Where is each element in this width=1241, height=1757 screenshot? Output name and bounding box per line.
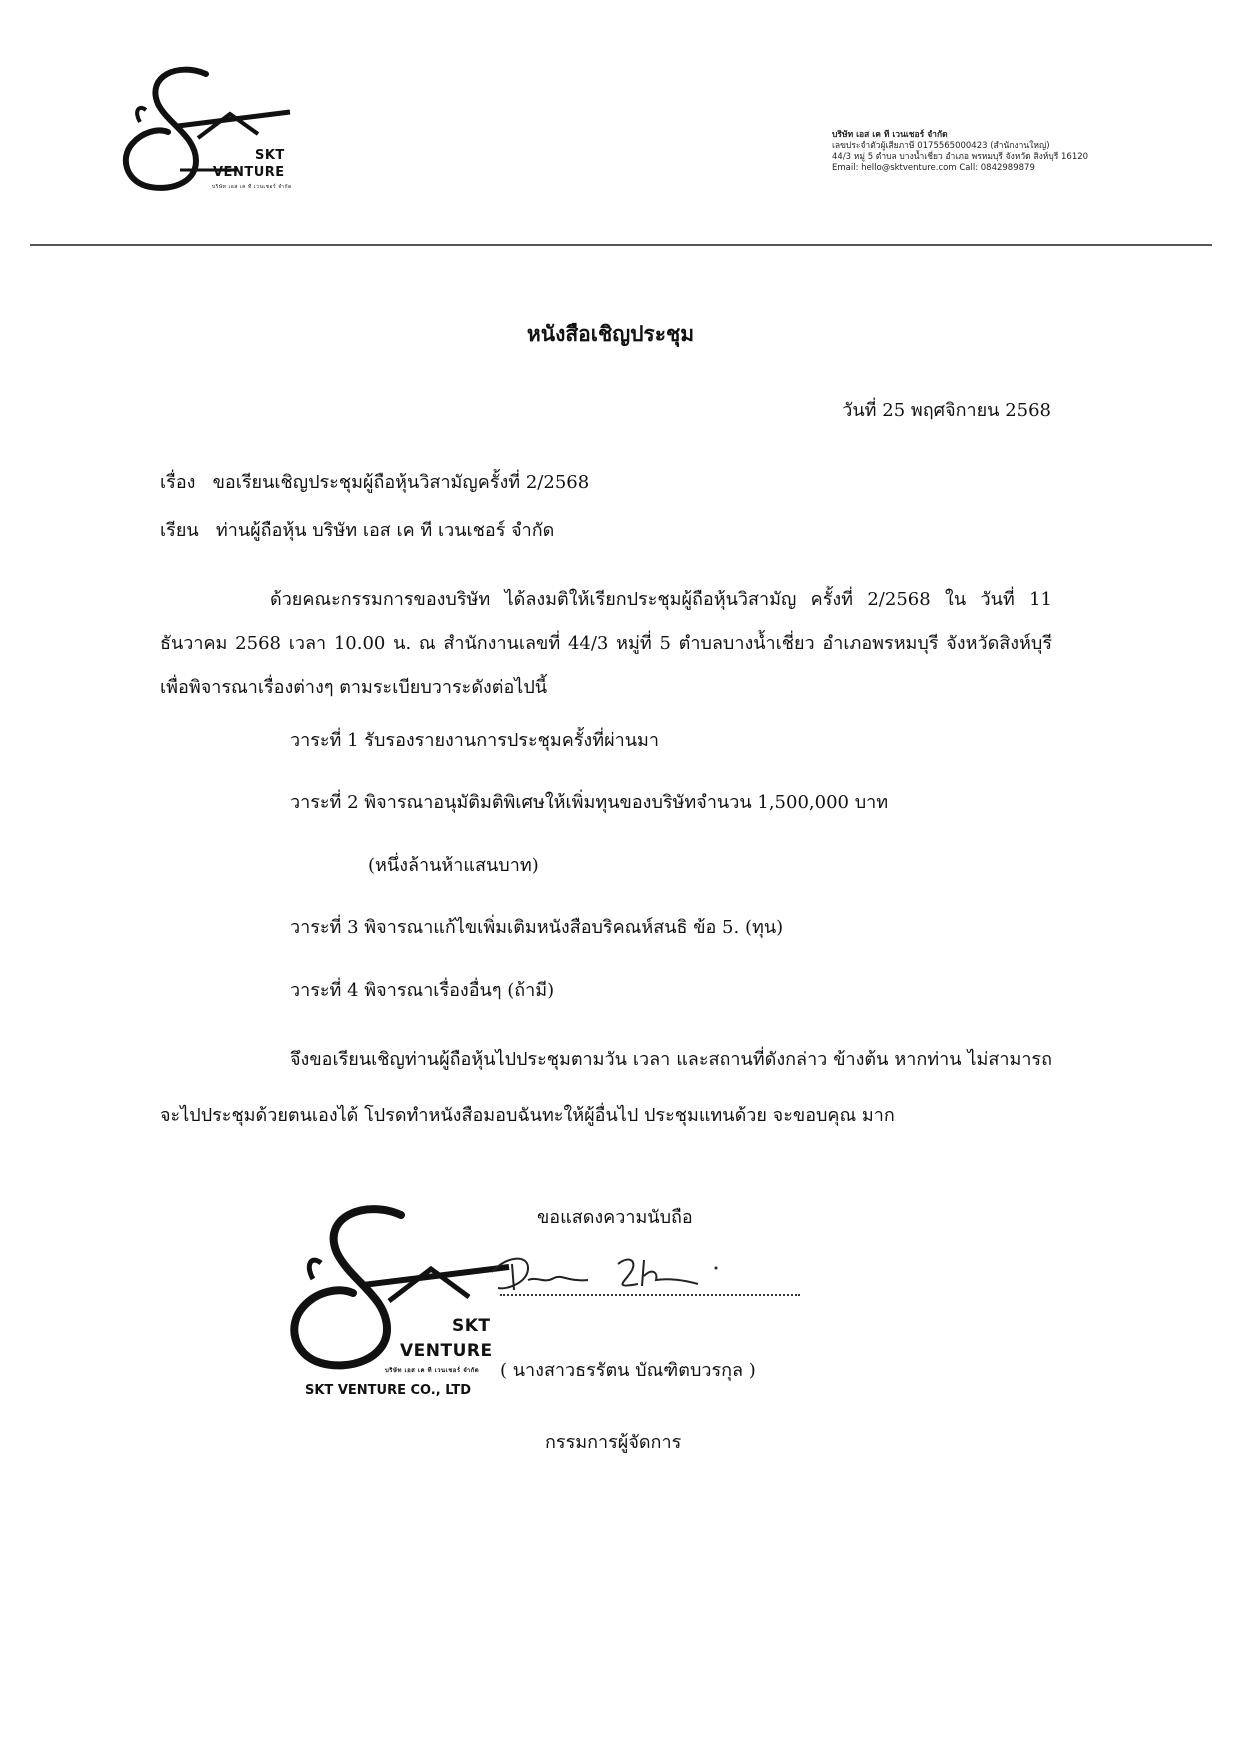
logo-name-line1: SKT [255, 148, 285, 163]
signatory-position: กรรมการผู้จัดการ [545, 1432, 682, 1453]
stamp-caption: SKT VENTURE CO., LTD [305, 1383, 471, 1398]
company-tax-id: เลขประจำตัวผู้เสียภาษี 0175565000423 (สำนักงานใหญ่) [832, 141, 1050, 151]
agenda-item-1: วาระที่ 1 รับรองรายงานการประชุมครั้งที่ผ่านมา [290, 730, 660, 751]
signatory-name: ( นางสาวธรรัตน บัณฑิตบวรกุล ) [500, 1360, 756, 1381]
subject-text: ขอเรียนเชิญประชุมผู้ถือหุ้นวิสามัญครั้งที่ 2/2568 [212, 472, 590, 493]
closing-text: ขอแสดงความนับถือ [537, 1207, 693, 1228]
conclusion-paragraph: จึงขอเรียนเชิญท่านผู้ถือหุ้นไปประชุมตามวัน เวลา และสถานที่ดังกล่าว ข้างต้น หากท่าน ไม่สามารถจะไปประชุมด้วยตนเองได้ โปรดทำหนังสือมอบฉันทะให้ผู้อื่นไป ประชุมแทนด้วย จะขอบคุณ มาก [160, 1049, 1052, 1126]
to-line [160, 515, 554, 544]
agenda-item-3: วาระที่ 3 พิจารณาแก้ไขเพิ่มเติมหนังสือบริคณห์สนธิ ข้อ 5. (ทุน) [290, 917, 784, 938]
handwritten-signature-icon [488, 1250, 728, 1300]
logo-name-line2: VENTURE [213, 165, 285, 180]
logo-tagline: บริษัท เอส เค ที เวนเชอร์ จำกัด [212, 184, 292, 190]
to-label: เรียน [160, 520, 199, 541]
company-name: บริษัท เอส เค ที เวนเชอร์ จำกัด [832, 130, 948, 140]
stamp-tagline: บริษัท เอส เค ที เวนเชอร์ จำกัด [385, 1367, 480, 1374]
agenda-item-4: วาระที่ 4 พิจารณาเรื่องอื่นๆ (ถ้ามี) [290, 980, 555, 1001]
subject-line [160, 467, 589, 496]
company-address: 44/3 หมู่ 5 ตำบล บางน้ำเชี่ยว อำเภอ พรหมบุรี จังหวัด สิงห์บุรี 16120 [832, 152, 1089, 162]
stamp-name-line2: VENTURE [400, 1341, 493, 1361]
to-text: ท่านผู้ถือหุ้น บริษัท เอส เค ที เวนเชอร์ จำกัด [215, 520, 555, 541]
stamp-name-line1: SKT [452, 1316, 491, 1336]
company-info [832, 130, 1172, 174]
intro-paragraph: ด้วยคณะกรรมการของบริษัท ได้ลงมติให้เรียกประชุมผู้ถือหุ้นวิสามัญ ครั้งที่ 2/2568 ใน วันที่ 11 ธันวาคม 2568 เวลา 10.00 น. ณ สำนักงานเลขที่ 44/3 หมู่ที่ 5 ตำบลบางน้ำเชี่ยว อำเภอพรหมบุรี จังหวัดสิงห์บุรี เพื่อพิจารณาเรื่องต่างๆ ตามระเบียบวาระดังต่อไปนี้ [160, 589, 1052, 698]
letter-date: วันที่ 25 พฤศจิกายน 2568 [842, 400, 1051, 421]
agenda-item-2-amount-words: (หนึ่งล้านห้าแสนบาท) [368, 855, 539, 876]
header-divider [30, 244, 1212, 246]
agenda-item-2: วาระที่ 2 พิจารณาอนุมัติมติพิเศษให้เพิ่มทุนของบริษัทจำนวน 1,500,000 บาท [290, 792, 889, 813]
company-contact: Email: hello@sktventure.com Call: 0842989879 [832, 163, 1035, 173]
signature-line [500, 1294, 800, 1296]
letter-title: หนังสือเชิญประชุม [526, 321, 695, 346]
subject-label: เรื่อง [160, 472, 196, 493]
